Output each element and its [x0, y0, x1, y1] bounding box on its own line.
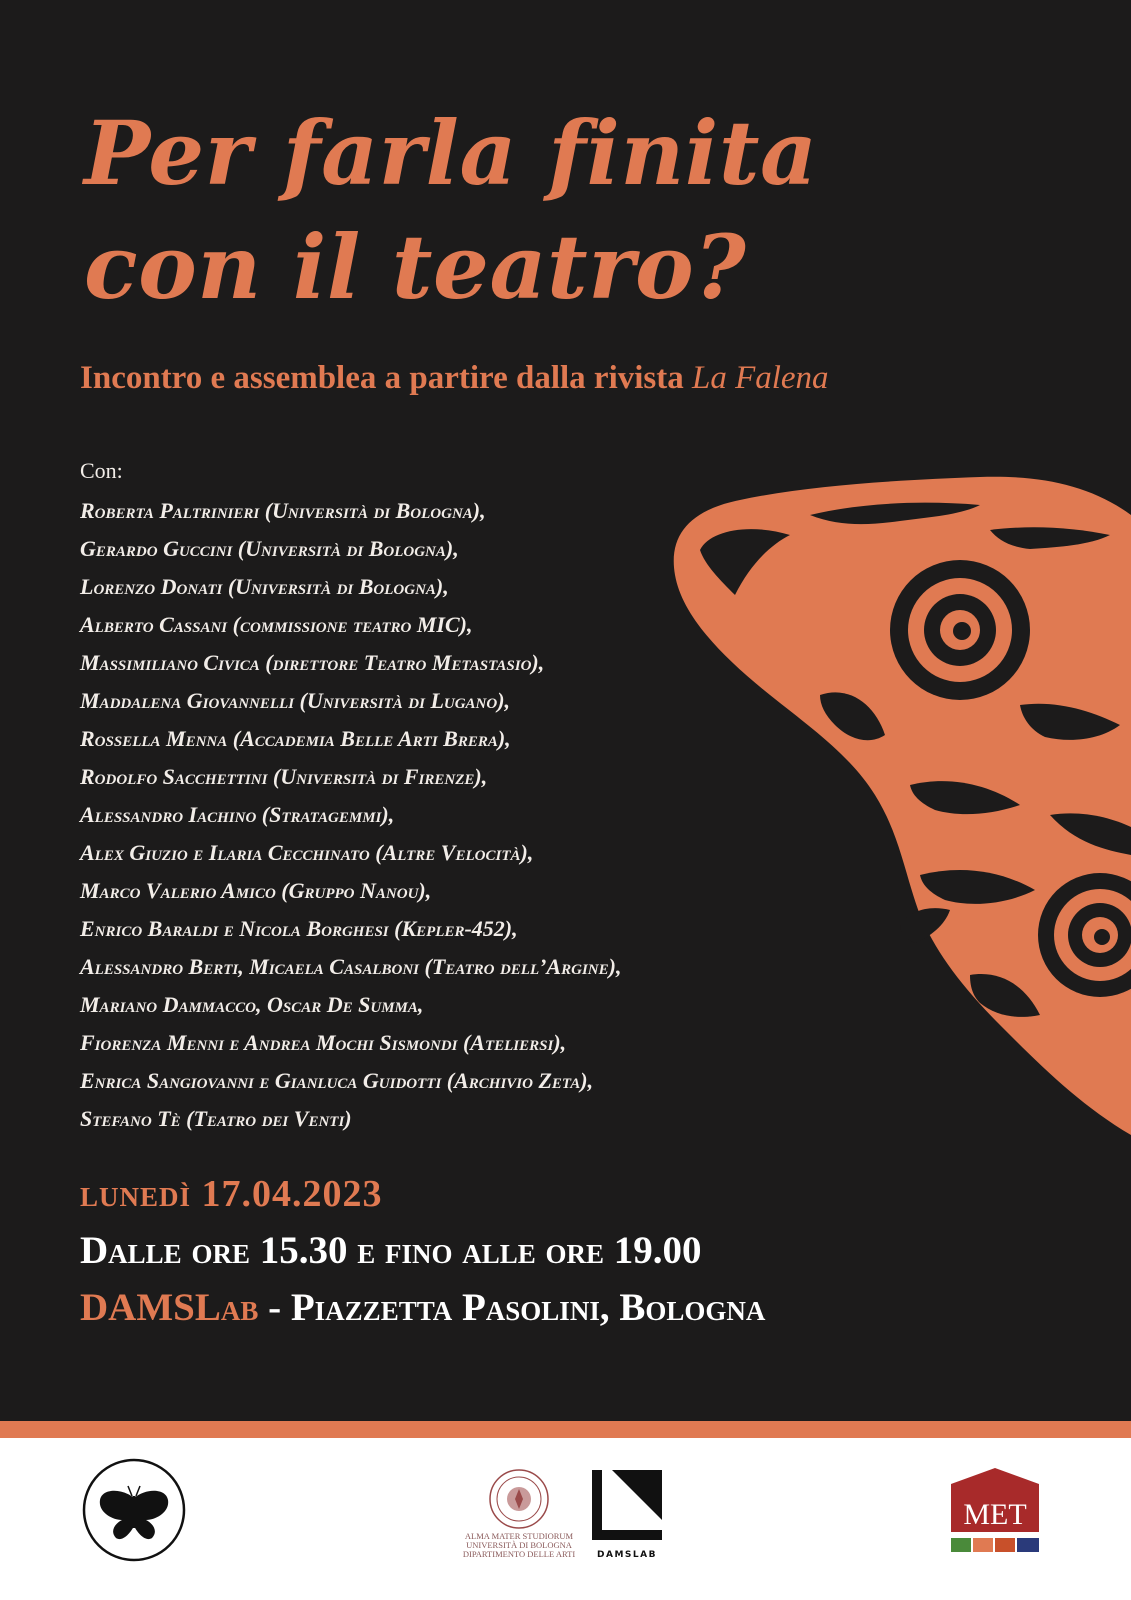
unibo-caption: [458, 1532, 580, 1559]
participant-item: Enrica Sangiovanni e Gianluca Guidotti (Archivio Zeta),: [80, 1068, 594, 1093]
participants-label: Con:: [80, 458, 123, 483]
participant-item: Massimiliano Civica (direttore Teatro Metastasio),: [80, 650, 545, 675]
participant-item: Alex Giuzio e Ilaria Cecchinato (Altre Velocità),: [80, 840, 534, 865]
participant-item: Marco Valerio Amico (Gruppo Nanou),: [80, 878, 432, 903]
participant-item: Fiorenza Menni e Andrea Mochi Sismondi (Ateliersi),: [80, 1030, 567, 1055]
damslab-logo: [590, 1468, 664, 1568]
damslab-label: DAMSLAB: [597, 1550, 657, 1560]
moth-illustration: [660, 455, 1131, 1175]
unibo-line: DIPARTIMENTO DELLE ARTI: [462, 1549, 576, 1559]
participant-item: Rossella Menna (Accademia Belle Arti Brera),: [80, 726, 511, 751]
unibo-line: ALMA MATER STUDIORUM: [464, 1531, 574, 1541]
participant-item: Enrico Baraldi e Nicola Borghesi (Kepler-452),: [80, 916, 518, 941]
participant-item: Alessandro Iachino (Stratagemmi),: [80, 802, 395, 827]
participant-item: Gerardo Guccini (Università di Bologna),: [80, 536, 459, 561]
footer-logos: [0, 1438, 1131, 1600]
venue-address: - Piazzetta Pasolini, Bologna: [258, 1286, 766, 1329]
participant-item: Lorenzo Donati (Università di Bologna),: [80, 574, 449, 599]
unibo-seal-logo: [458, 1468, 580, 1564]
subtitle: [80, 360, 829, 397]
magazine-name: La Falena: [691, 360, 829, 396]
participant-item: Stefano Tè (Teatro dei Venti): [80, 1106, 352, 1131]
damslab-mark-icon: [590, 1468, 664, 1542]
poster-title: [84, 96, 817, 324]
participant-item: Alberto Cassani (commissione teatro MIC),: [80, 612, 473, 637]
unibo-line: UNIVERSITÀ DI BOLOGNA: [466, 1540, 572, 1550]
venue-name: DAMSLab: [80, 1286, 259, 1329]
participant-item: Alessandro Berti, Micaela Casalboni (Teatro dell’Argine),: [80, 954, 622, 979]
participant-item: Rodolfo Sacchettini (Università di Firenze),: [80, 764, 488, 789]
met-logo: [945, 1462, 1045, 1562]
event-hours: Dalle ore 15.30 e fino alle ore 19.00: [80, 1229, 702, 1272]
seal-icon: [488, 1468, 550, 1530]
participant-item: Roberta Paltrinieri (Università di Bologna),: [80, 498, 486, 523]
title-line-1: Per farla finita: [84, 101, 818, 205]
participant-item: Maddalena Giovannelli (Università di Lugano),: [80, 688, 511, 713]
event-venue: [80, 1285, 765, 1330]
subtitle-text: Incontro e assemblea a partire dalla rivista: [80, 360, 684, 396]
met-label: MET: [963, 1498, 1027, 1531]
falena-moth-logo: [82, 1458, 186, 1562]
participants-list: [80, 492, 621, 1138]
footer-divider: [0, 1421, 1131, 1438]
title-line-2: con il teatro?: [84, 215, 747, 319]
participant-item: Mariano Dammacco, Oscar De Summa,: [80, 992, 424, 1017]
event-date: lunedì 17.04.2023: [80, 1173, 383, 1215]
